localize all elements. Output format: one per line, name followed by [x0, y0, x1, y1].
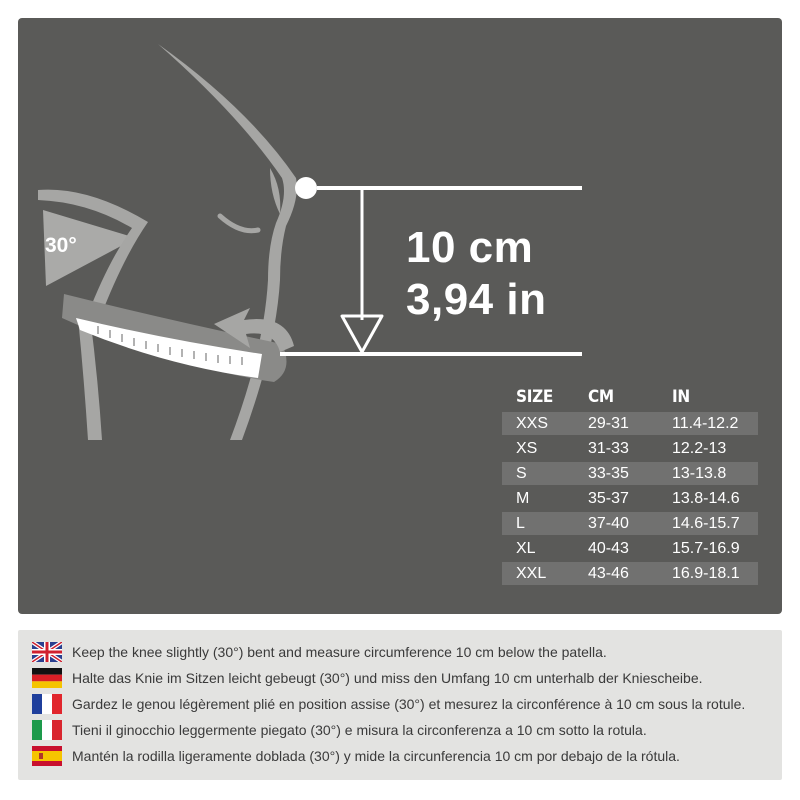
- table-row: [502, 537, 758, 560]
- sizing-panel: [18, 18, 782, 614]
- size-table: [502, 384, 758, 585]
- in-cell: 13-13.8: [672, 464, 727, 482]
- size-cell: XXS: [516, 414, 549, 432]
- cm-cell: 35-37: [588, 489, 629, 507]
- measurement-distance: [406, 222, 546, 326]
- size-table-header: [502, 384, 758, 410]
- cm-cell: 31-33: [588, 439, 629, 457]
- size-cell: L: [516, 514, 525, 532]
- size-cell: S: [516, 464, 527, 482]
- in-cell: 12.2-13: [672, 439, 727, 457]
- in-cell: 14.6-15.7: [672, 514, 740, 532]
- in-cell: 15.7-16.9: [672, 539, 740, 557]
- instruction-text: Tieni il ginocchio leggermente piegato (30°) e misura la circonferenza a 10 cm sotto la rotula.: [72, 722, 647, 738]
- angle-label: 30°: [45, 234, 77, 257]
- table-row: [502, 462, 758, 485]
- germany-flag-icon: [32, 668, 62, 688]
- france-flag-icon: [32, 694, 62, 714]
- cm-cell: 40-43: [588, 539, 629, 557]
- in-cell: 16.9-18.1: [672, 564, 740, 582]
- measurement-cm: 10 cm: [406, 223, 534, 272]
- size-table-body: [502, 412, 758, 585]
- size-cell: XS: [516, 439, 538, 457]
- uk-flag-icon: [32, 642, 62, 662]
- instruction-text: Gardez le genou légèrement plié en position assise (30°) et mesurez la circonférence à 10 cm sous la rotule.: [72, 696, 746, 712]
- table-row: [502, 487, 758, 510]
- cm-cell: 29-31: [588, 414, 629, 432]
- instruction-english: [32, 641, 607, 663]
- table-row: [502, 512, 758, 535]
- in-cell: 13.8-14.6: [672, 489, 740, 507]
- size-cell: M: [516, 489, 530, 507]
- instruction-french: [32, 693, 745, 715]
- size-cell: XL: [516, 539, 536, 557]
- size-cell: XXL: [516, 564, 547, 582]
- cm-cell: 43-46: [588, 564, 629, 582]
- instruction-spanish: [32, 745, 680, 767]
- in-cell: 11.4-12.2: [672, 414, 739, 432]
- instruction-italian: [32, 719, 647, 741]
- header-in: IN: [672, 387, 690, 407]
- table-row: [502, 437, 758, 460]
- spain-flag-icon: [32, 746, 62, 766]
- header-cm: CM: [588, 387, 614, 407]
- knee-crease: [220, 216, 258, 231]
- table-row: [502, 562, 758, 585]
- instruction-german: [32, 667, 703, 689]
- measurement-in: 3,94 in: [406, 275, 547, 324]
- italy-flag-icon: [32, 720, 62, 740]
- instruction-text: Mantén la rodilla ligeramente doblada (30°) y mide la circunferencia 10 cm por debajo de la rótula.: [72, 748, 680, 764]
- patella-mark: [270, 168, 280, 214]
- instructions-panel: [18, 630, 782, 780]
- instruction-text: Keep the knee slightly (30°) bent and measure circumference 10 cm below the patella.: [72, 644, 607, 660]
- table-row: [502, 412, 758, 435]
- header-size: SIZE: [516, 387, 554, 407]
- measure-arrow-head: [342, 316, 382, 352]
- instruction-text: Halte das Knie im Sitzen leicht gebeugt (30°) und miss den Umfang 10 cm unterhalb der Kniescheibe.: [72, 670, 703, 686]
- patella-dot: [295, 177, 317, 199]
- cm-cell: 37-40: [588, 514, 629, 532]
- cm-cell: 33-35: [588, 464, 629, 482]
